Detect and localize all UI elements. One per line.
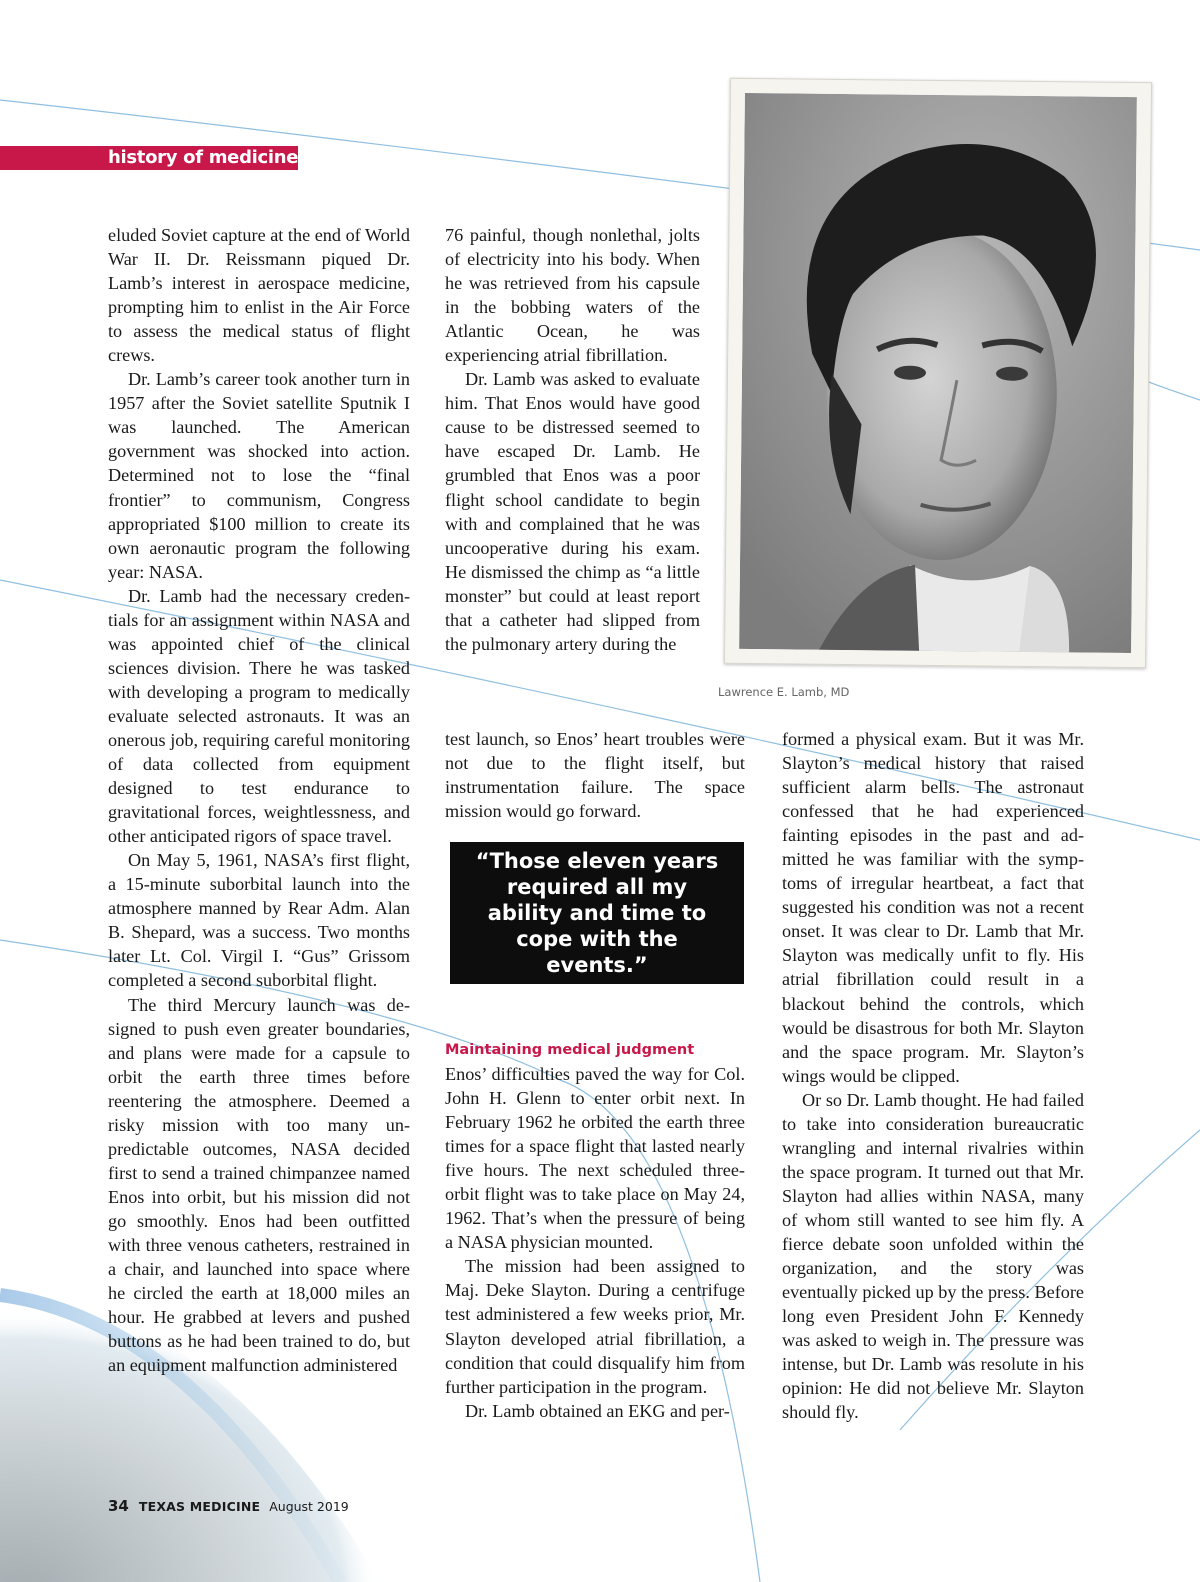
paragraph: On May 5, 1961, NASA’s first flight, a 15-minute suborbital launch into the atmosphere manned by Rear Adm. Alan B. Shepard, was a success. Two months later Lt. Col. Virgil I. “Gus” Grissom completed a second suborbital flight.: [108, 850, 410, 991]
paragraph: 76 painful, though nonlethal, jolts of electricity into his body. When he was retrieved from his capsule in the bobbing waters of the Atlantic Ocean, he was experiencing atrial fibrillation.: [445, 225, 700, 366]
paragraph: eluded Soviet capture at the end of World War II. Dr. Reissmann piqued Dr. Lamb’s interest in aerospace medicine, prompting him to enlist in the Air Force to assess the medical status of flight crews.: [108, 225, 410, 366]
portrait-photo: [724, 78, 1152, 668]
paragraph: test launch, so Enos’ heart troubles were not due to the flight itself, but instrumentation failure. The space mission would go forward.: [445, 729, 745, 822]
article-column-1: [108, 223, 410, 1377]
section-tab: [0, 146, 298, 170]
article-column-2-mid: [445, 727, 745, 823]
portrait-image: [739, 93, 1137, 653]
page-number: 34: [108, 1497, 129, 1515]
article-column-2-top: [445, 223, 700, 656]
pull-quote-text: “Those eleven years required all my ability and time to cope with the events.”: [475, 849, 719, 977]
page-footer: [108, 1497, 349, 1515]
issue-date: August 2019: [269, 1499, 349, 1514]
article-column-2-bottom: [445, 1040, 745, 1423]
paragraph: The third Mercury launch was designed to push even greater boundaries, and plans were made for a capsule to orbit the earth three times before reentering the atmosphere. Deemed a risky mission with too many unpredictable outcomes, NASA decided first to send a trained chimpanzee named Enos into orbit, but his mission did not go smoothly. Enos had been outfitted with three venous catheters, restrained in a chair, and launched into space where he circled the earth at 18,000 miles an hour. He grabbed at levers and pushed buttons as he had been trained to do, but an equipment malfunction administered: [108, 994, 410, 1376]
article-column-3: [782, 727, 1084, 1424]
paragraph: Dr. Lamb had the necessary credentials for an assignment within NASA and was appointed chief of the clinical sciences division. There he was tasked with developing a program to medically evaluate selected astronauts. It was an onerous job, requiring careful monitoring of data collected from equipment designed to test endurance to gravitational forces, weightlessness, and other anticipated rigors of space travel.: [108, 585, 410, 847]
paragraph: Or so Dr. Lamb thought. He had failed to take into consideration bureaucratic wrangling and internal rivalries within the space program. It turned out that Mr. Slayton had allies within NASA, many of whom still wanted to see him fly. A fierce debate soon unfolded within the organization, and the story was eventually picked up by the press. Before long even President John F. Kennedy was asked to weigh in. The pressure was intense, but Dr. Lamb was resolute in his opinion: He did not believe Mr. Slayton should fly.: [782, 1089, 1084, 1423]
pull-quote: [450, 842, 744, 984]
photo-caption: Lawrence E. Lamb, MD: [718, 685, 850, 699]
paragraph: The mission had been assigned to Maj. Deke Slayton. During a centrifuge test administered a few weeks prior, Mr. Slayton developed atrial fibrillation, a condition that could disqualify him from further participation in the program.: [445, 1256, 745, 1397]
paragraph: Dr. Lamb’s career took another turn in 1957 after the Soviet satellite Sputnik I was launched. The American government was shocked into action. Determined not to lose the “final frontier” to communism, Congress appropriated $100 million to create its own aeronautic program the following year: NASA.: [108, 369, 410, 582]
paragraph: Enos’ difficulties paved the way for Col. John H. Glenn to enter orbit next. In February 1962 he orbited the earth three times for a space flight that lasted nearly five hours. The next scheduled three-orbit flight was to take place on May 24, 1962. That’s when the pressure of being a NASA physician mounted.: [445, 1064, 745, 1253]
magazine-name: TEXAS MEDICINE: [138, 1499, 261, 1514]
paragraph: Dr. Lamb was asked to evaluate him. That Enos would have good cause to be distressed seemed to have escaped Dr. Lamb. He grumbled that Enos was a poor flight school candidate to begin with and complained that he was uncooperative during his exam. He dismissed the chimp as “a little monster” but could at least report that a catheter had slipped from the pulmonary artery during the: [445, 369, 700, 654]
section-label: history of medicine: [108, 147, 299, 168]
subheading: Maintaining medical judgment: [445, 1042, 695, 1058]
paragraph: formed a physical exam. But it was Mr. Slayton’s medical history that raised sufficient alarm bells. The astronaut confessed that he had experienced fainting episodes in the past and admitted he was familiar with the symptoms of irregular heartbeat, a fact that suggested his condition was not a recent onset. It was clear to Dr. Lamb that Mr. Slayton was medically unfit to fly. His atrial fibrillation could result in a blackout behind the controls, which would be disastrous for both Mr. Slayton and the space program. Mr. Slayton’s wings would be clipped.: [782, 729, 1084, 1086]
paragraph: Dr. Lamb obtained an EKG and per-: [465, 1400, 730, 1421]
